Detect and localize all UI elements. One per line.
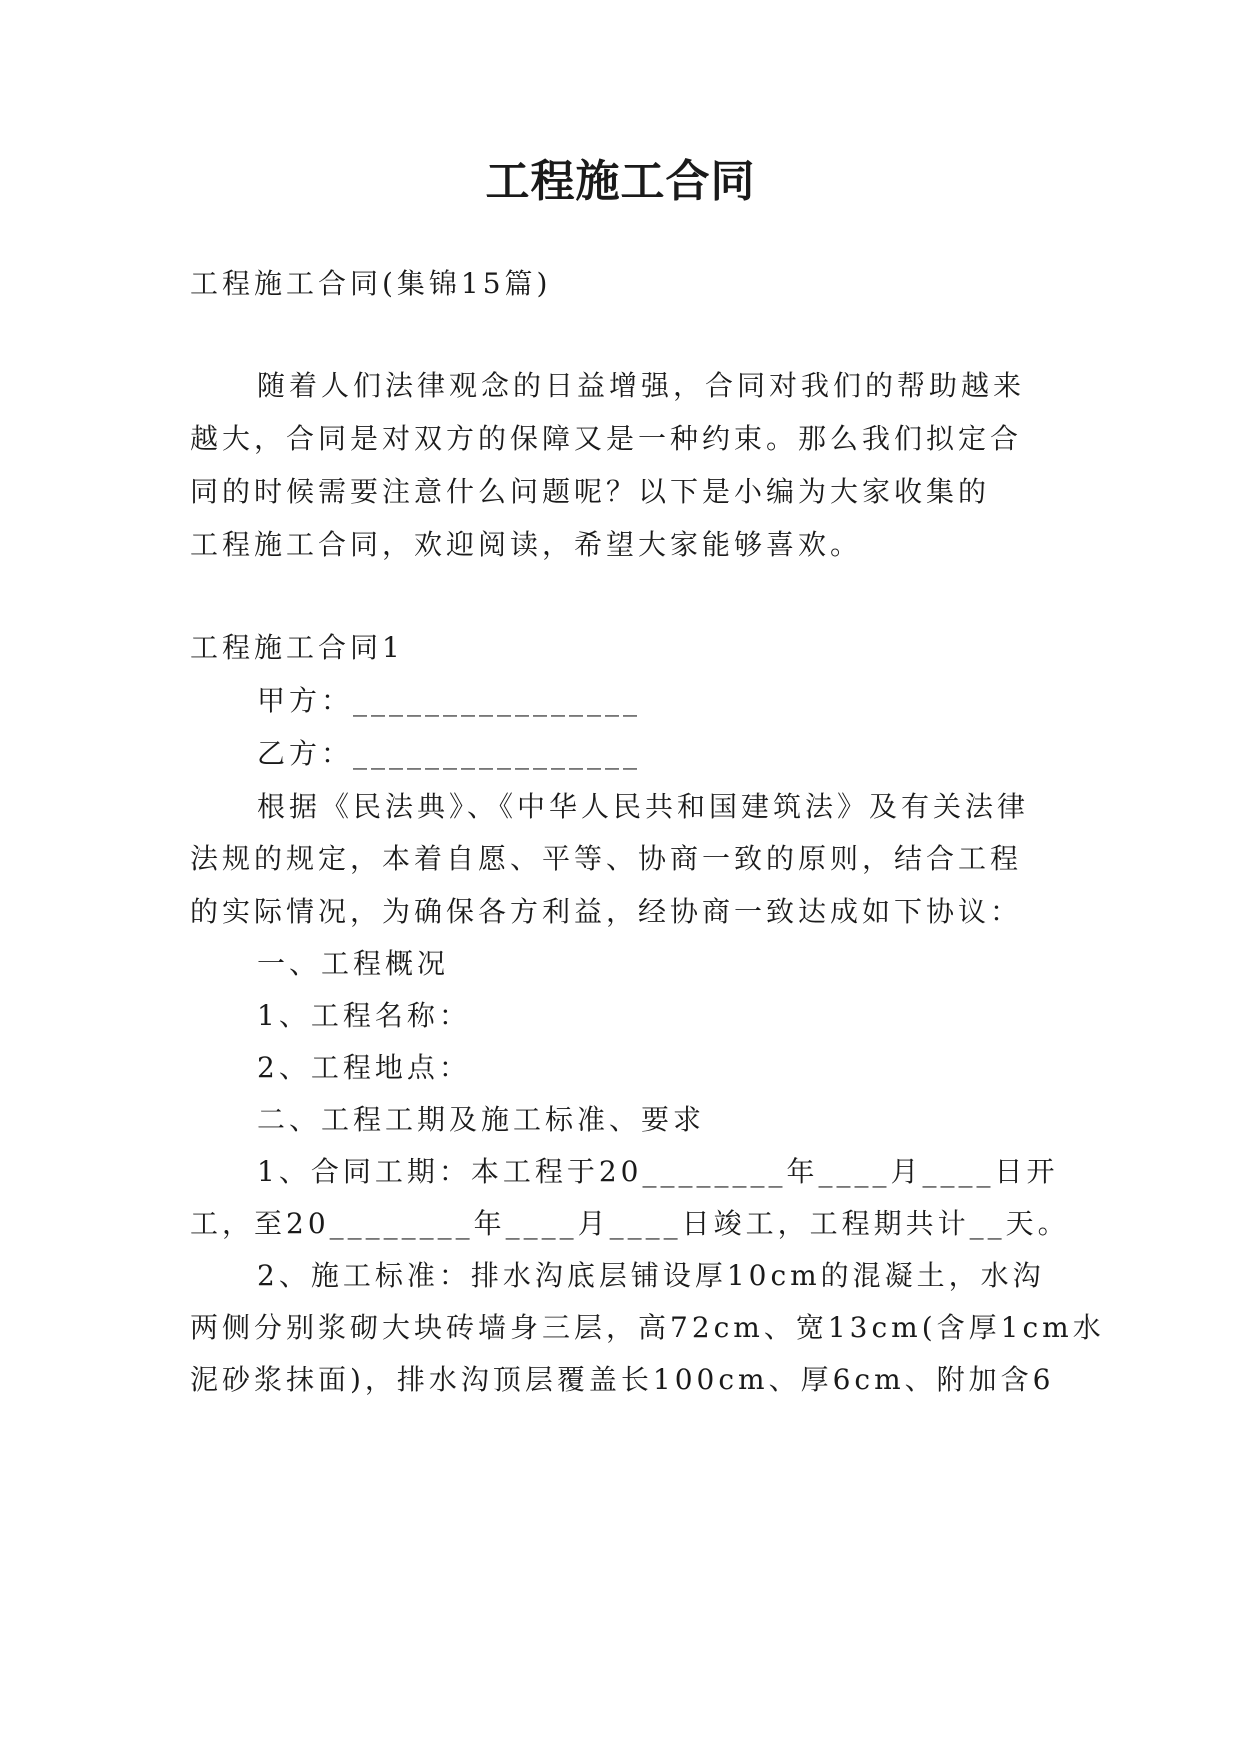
document-title: 工程施工合同	[485, 156, 756, 207]
basis-line-2: 法规的规定，本着自愿、平等、协商一致的原则，结合工程	[190, 842, 1023, 875]
intro-line-2: 越大，合同是对双方的保障又是一种约束。那么我们拟定合	[190, 422, 1023, 455]
clause-1-heading: 一、工程概况	[257, 947, 450, 980]
clause-2-2-line-3: 泥砂浆抹面)，排水沟顶层覆盖长100cm、厚6cm、附加含6	[190, 1363, 1055, 1396]
clause-2-1-line-1: 1、合同工期：本工程于20________年____月____日开	[257, 1155, 1059, 1188]
intro-line-3: 同的时候需要注意什么问题呢？以下是小编为大家收集的	[190, 475, 991, 508]
clause-2-2-line-2: 两侧分别浆砌大块砖墙身三层，高72cm、宽13cm(含厚1cm水	[190, 1311, 1105, 1344]
clause-2-2-line-1: 2、施工标准：排水沟底层铺设厚10cm的混凝土，水沟	[257, 1259, 1045, 1292]
intro-line-4: 工程施工合同，欢迎阅读，希望大家能够喜欢。	[190, 528, 863, 561]
basis-line-1: 根据《民法典》、《中华人民共和国建筑法》及有关法律	[257, 790, 1030, 823]
basis-line-3: 的实际情况，为确保各方利益，经协商一致达成如下协议：	[190, 895, 1023, 928]
clause-2-1-line-2: 工，至20________年____月____日竣工，工程期共计__天。	[190, 1207, 1070, 1240]
clause-1-2: 2、工程地点：	[257, 1051, 471, 1084]
clause-1-1: 1、工程名称：	[257, 999, 471, 1032]
party-a-line: 甲方：________________	[257, 684, 642, 717]
clause-2-heading: 二、工程工期及施工标准、要求	[257, 1103, 706, 1136]
document-subtitle: 工程施工合同(集锦15篇)	[190, 267, 552, 300]
party-b-line: 乙方：________________	[257, 737, 642, 770]
section-title: 工程施工合同1	[190, 631, 404, 664]
intro-line-1: 随着人们法律观念的日益增强，合同对我们的帮助越来	[257, 369, 1026, 402]
